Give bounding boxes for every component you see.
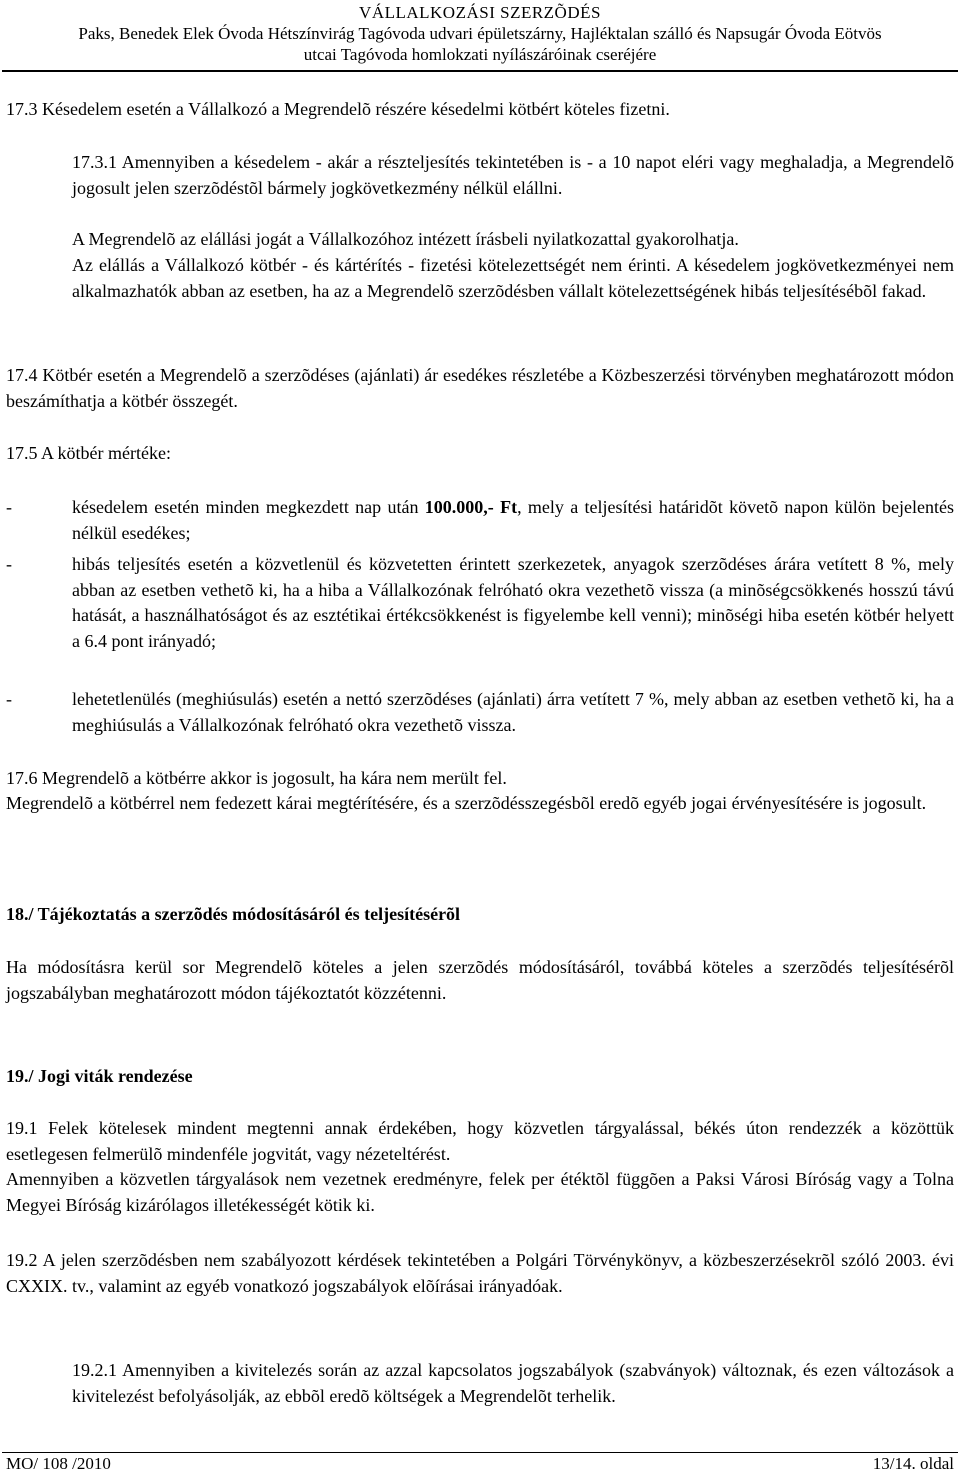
header-divider [2, 70, 958, 72]
section-heading-19: 19./ Jogi viták rendezése [6, 1066, 193, 1086]
footer-divider [2, 1452, 958, 1453]
clause-17-5: 17.5 A kötbér mértéke: [6, 443, 171, 463]
list-item-text: lehetetlenülés (meghiúsulás) esetén a nettó szerzõdéses (ajánlati) árra vetített 7 %, mely abban az esetben vethetõ ki, ha a meghiúsulás a Vállalkozónak felróható okra vezethetõ vissza. [72, 689, 954, 735]
clause-19-1-jurisdiction: Amennyiben a közvetlen tárgyalások nem vezetnek eredményre, felek per étéktõl függõen a Paksi Városi Bíróság vagy a Tolna Megyei Bíróság kizárólagos illetékességét kötik ki. [6, 1169, 954, 1215]
section-heading-18: 18./ Tájékoztatás a szerzõdés módosításáról és teljesítésérõl [6, 904, 461, 924]
list-item-text [72, 495, 954, 546]
penalty-amount: 100.000,- Ft [424, 497, 518, 517]
clause-19-1: 19.1 Felek kötelesek mindent megtenni annak érdekében, hogy közvetlen tárgyalással, békés úton rendezzék a közöttük esetlegesen felmerülõ mindenféle jogvitát, vagy nézeteltérést. [6, 1118, 954, 1164]
clause-19-2: 19.2 A jelen szerzõdésben nem szabályozott kérdések tekintetében a Polgári Törvénykönyv, a közbeszerzésekrõl szóló 2003. évi CXXIX. tv., valamint az egyéb vonatkozó jogszabályok elõírásai irányadóak. [6, 1250, 954, 1296]
header-project-line-2: utcai Tagóvoda homlokzati nyílászáróinak cseréjére [303, 45, 657, 64]
header-project-line-1: Paks, Benedek Elek Óvoda Hétszínvirág Tagóvoda udvari épületszárny, Hajléktalan szálló és Napsugár Óvoda Eötvös [78, 24, 882, 43]
clause-17-3-1-withdrawal: A Megrendelõ az elállási jogát a Vállalkozóhoz intézett írásbeli nyilatkozattal gyakorolhatja. [72, 229, 739, 249]
clause-17-6-rights: Megrendelõ a kötbérrel nem fedezett kárai megtérítésére, és a szerzõdésszegésbõl eredõ egyéb jogai érvényesítésére is jogosult. [6, 793, 927, 813]
page-number: 13/14. oldal [872, 1454, 954, 1473]
clause-17-3-1: 17.3.1 Amennyiben a késedelem - akár a részteljesítés tekintetében is - a 10 napot eléri vagy meghaladja, a Megrendelõ jogosult jelen szerzõdéstõl bármely jogkövetkezmény nélkül elállni. [72, 152, 954, 198]
document-title: VÁLLALKOZÁSI SZERZÕDÉS [359, 3, 601, 22]
document-reference: MO/ 108 /2010 [6, 1454, 111, 1473]
clause-19-2-1: 19.2.1 Amennyiben a kivitelezés során az azzal kapcsolatos jogszabályok (szabványok) változnak, és ezen változások a kivitelezést befolyásolják, az ebbõl eredõ költségek a Megrendelõt terhelik. [72, 1360, 954, 1406]
list-dash: - [6, 497, 12, 517]
clause-17-4: 17.4 Kötbér esetén a Megrendelõ a szerzõdéses (ajánlati) ár esedékes részletébe a Közbeszerzési törvényben meghatározott módon beszámíthatja a kötbér összegét. [6, 365, 954, 411]
section-18-paragraph: Ha módosításra kerül sor Megrendelõ köteles a jelen szerzõdés módosításáról, továbbá köteles a szerzõdés teljesítésérõl jogszabályban meghatározott módon tájékoztatót közzétenni. [6, 957, 954, 1003]
item-text-end: , mely a teljesítési határidõt követõ napon külön bejelentés nélkül esedékes; [72, 497, 955, 543]
list-item-text: hibás teljesítés esetén a közvetlenül és közvetetten érintett szerkezetek, anyagok szerzõdéses árára vetített 8 %, mely abban az esetben vethetõ ki, ha a hiba a Vállalkozónak felróható okra vezethetõ vissza (a minõségcsökkenés hosszú távú hatását, a használhatóságot és az esztétikai értékcsökkenést is figyelembe kell venni); minõségi hiba esetén kötbér helyett a 6.4 pont irányadó; [72, 554, 954, 651]
clause-17-3: 17.3 Késedelem esetén a Vállalkozó a Megrendelõ részére késedelmi kötbért köteles fizetni. [6, 99, 670, 119]
item-text-start: késedelem esetén minden megkezdett nap után [72, 497, 425, 517]
clause-17-6: 17.6 Megrendelõ a kötbérre akkor is jogosult, ha kára nem merült fel. [6, 768, 507, 788]
clause-17-3-1-penalty: Az elállás a Vállalkozó kötbér - és kártérítés - fizetési kötelezettségét nem érinti. A késedelem jogkövetkezményei nem alkalmazhatók abban az esetben, ha az a Megrendelõ szerzõdésben vállalt kötelezettségének hibás teljesítésébõl fakad. [72, 255, 954, 301]
list-dash: - [6, 689, 12, 709]
list-dash: - [6, 554, 12, 574]
page-header [0, 2, 960, 65]
